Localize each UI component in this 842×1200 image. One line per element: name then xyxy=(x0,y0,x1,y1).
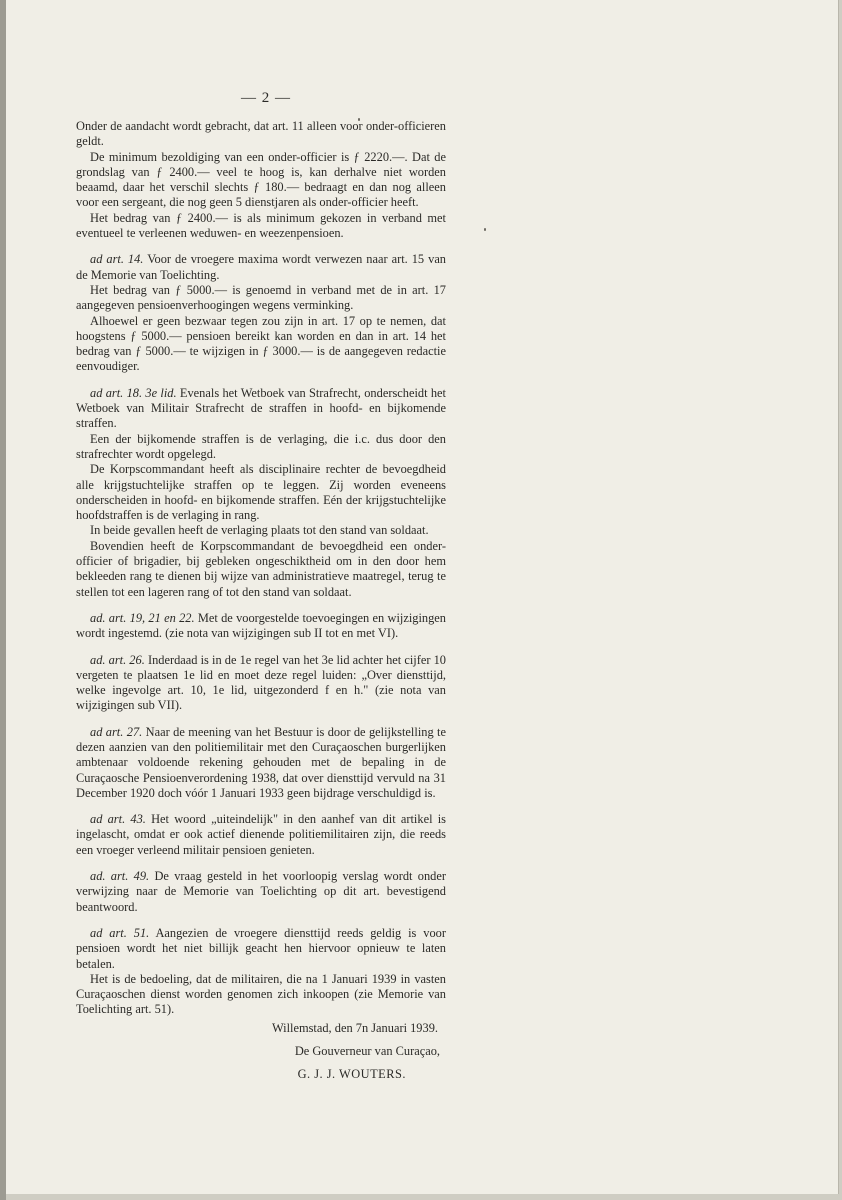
paragraph-text: Evenals het Wetboek van Strafrecht, onderscheidt het Wetboek van Militair Strafrecht de straffen in hoofd- en bijkomende straffen. xyxy=(76,385,446,431)
paragraph-text: Alhoewel er geen bezwaar tegen zou zijn in art. 17 op te nemen, dat hoogstens ƒ 5000.— pensioen bereikt kan worden en dan in art. 14 het bedrag van ƒ 5000.— te wijzigen in ƒ 3000.— is de aangegeven redactie eenvoudiger. xyxy=(76,313,446,374)
paragraph-text: Naar de meening van het Bestuur is door de gelijkstelling te dezen aanzien van den politiemilitair met den Curaçaoschen burgerlijken ambtenaar voldoende rekening gehouden met de bepaling in de Curaçaosche Pensioenverordening 1938, dat over diensttijd vervuld na 31 December 1920 doch vóór 1 Januari 1933 geen bijdrage verschuldigd is. xyxy=(76,724,446,800)
paragraph-text: Het is de bedoeling, dat de militairen, die na 1 Januari 1939 in vasten Curaçaoschen dienst worden genomen zich inkoopen (zie Memorie van Toelichting art. 51). xyxy=(76,971,446,1017)
paragraph-text: Een der bijkomende straffen is de verlaging, die i.c. dus door den strafrechter wordt opgelegd. xyxy=(76,431,446,461)
paragraph xyxy=(76,211,446,242)
article-reference: ad art. 18. 3e lid. xyxy=(90,385,177,400)
paragraph xyxy=(76,869,446,915)
article-reference: ad art. 51. xyxy=(90,925,150,940)
paragraph-text: Voor de vroegere maxima wordt verwezen naar art. 15 van de Memorie van Toelichting. xyxy=(76,252,447,282)
paragraph-text: Met de voorgestelde toevoegingen en wijzigingen wordt ingestemd. (zie nota van wijzigingen sub II tot en met VI). xyxy=(76,610,446,641)
paragraph-text: De Korpscommandant heeft als disciplinaire rechter de bevoegdheid alle krijgstuchtelijke straffen op te leggen. Zij worden eveneens onderscheiden in hoofd- en bijkomende straffen. Eén der krijgstuchtelijke hoofdstraffen is de verlaging in rang. xyxy=(76,462,446,523)
paragraph xyxy=(76,926,446,972)
article-reference: ad art. 43. xyxy=(90,812,146,827)
ink-speck xyxy=(484,228,486,231)
paragraph-text: Bovendien heeft de Korpscommandant de bevoegdheid een onder-officier of brigadier, bij gebleken ongeschiktheid om in den door hem bekleeden rang te dienen bij wijze van administratieve maatregel, terug te stellen tot een lageren rang of tot den stand van soldaat. xyxy=(76,538,446,599)
paragraph-text: Het bedrag van ƒ 5000.— is genoemd in verband met de in art. 17 aangegeven pensioenverhoogingen wegens verminking. xyxy=(76,282,446,313)
paragraph-text: In beide gevallen heeft de verlaging plaats tot den stand van soldaat. xyxy=(90,523,429,538)
paragraph xyxy=(76,432,446,463)
paragraph xyxy=(76,725,446,801)
document-body xyxy=(76,119,446,1083)
paragraph xyxy=(76,119,446,150)
paragraph-gap xyxy=(76,801,446,812)
paragraph-text: De vraag gesteld in het voorloopig verslag wordt onder verwijzing naar de Memorie van Toelichting op dit art. bevestigend beantwoord. xyxy=(76,869,446,914)
paragraph-gap xyxy=(76,714,446,725)
paragraph-text: De minimum bezoldiging van een onder-officier is ƒ 2220.—. Dat de grondslag van ƒ 2400.— veel te hoog is, kan derhalve niet worden beaamd, daar het verschil slechts ƒ 180.— bedraagt en dan nog alleen voor een sergeant, die nog geen 5 dienstjaren als onder-officier heeft. xyxy=(76,149,446,210)
paragraph-gap xyxy=(76,915,446,926)
signature-name: G. J. J. WOUTERS. xyxy=(297,1067,406,1082)
paragraph-text: Het woord „uiteindelijk" in den aanhef van dit artikel is ingelascht, omdat er ook actief dienende politiemilitairen zijn, die reeds een vroeger verleend militair pensioen genieten. xyxy=(76,812,446,857)
paragraph xyxy=(76,462,446,523)
paragraph-gap xyxy=(76,642,446,653)
paragraph xyxy=(76,150,446,211)
article-reference: ad. art. 49. xyxy=(90,869,150,884)
paragraph xyxy=(76,611,446,642)
paragraph xyxy=(76,539,446,600)
paragraph-text: Aangezien de vroegere diensttijd reeds geldig is voor pensioen wordt het niet billijk geacht hen hiervoor opnieuw te laten betalen. xyxy=(76,925,446,971)
article-reference: ad art. 14. xyxy=(90,252,144,267)
paragraph-gap xyxy=(76,241,446,252)
paragraph xyxy=(76,653,446,714)
paragraph-text: Het bedrag van ƒ 2400.— is als minimum gekozen in verband met eventueel te verleenen weduwen- en weezenpensioen. xyxy=(76,210,446,241)
signature-place-date: Willemstad, den 7n Januari 1939. xyxy=(271,1020,438,1035)
article-reference: ad. art. 19, 21 en 22. xyxy=(90,610,195,625)
paragraph-gap xyxy=(76,858,446,869)
article-reference: ad art. 27. xyxy=(90,724,143,739)
signature-office: De Gouverneur van Curaçao, xyxy=(294,1044,440,1059)
article-reference: ad. art. 26. xyxy=(90,652,145,667)
paragraph xyxy=(76,314,446,375)
paragraph xyxy=(76,252,446,283)
paragraph xyxy=(76,386,446,432)
paragraph-text: Onder de aandacht wordt gebracht, dat art. 11 alleen voor onder-officieren geldt. xyxy=(76,119,446,149)
paragraph xyxy=(76,972,446,1018)
paragraph xyxy=(76,523,446,538)
paragraph xyxy=(76,283,446,314)
paragraph-gap xyxy=(76,600,446,611)
paragraph-text: Inderdaad is in de 1e regel van het 3e lid achter het cijfer 10 vergeten te plaatsen 1e lid en moet deze regel luiden: „Over diensttijd, welke ingevolge art. 10, 1e lid, uitgezonderd f en h." (zie nota van wijzigingen sub VII). xyxy=(76,652,446,713)
page-number: — 2 — xyxy=(241,90,291,106)
paragraph xyxy=(76,812,446,858)
paragraph-gap xyxy=(76,375,446,386)
